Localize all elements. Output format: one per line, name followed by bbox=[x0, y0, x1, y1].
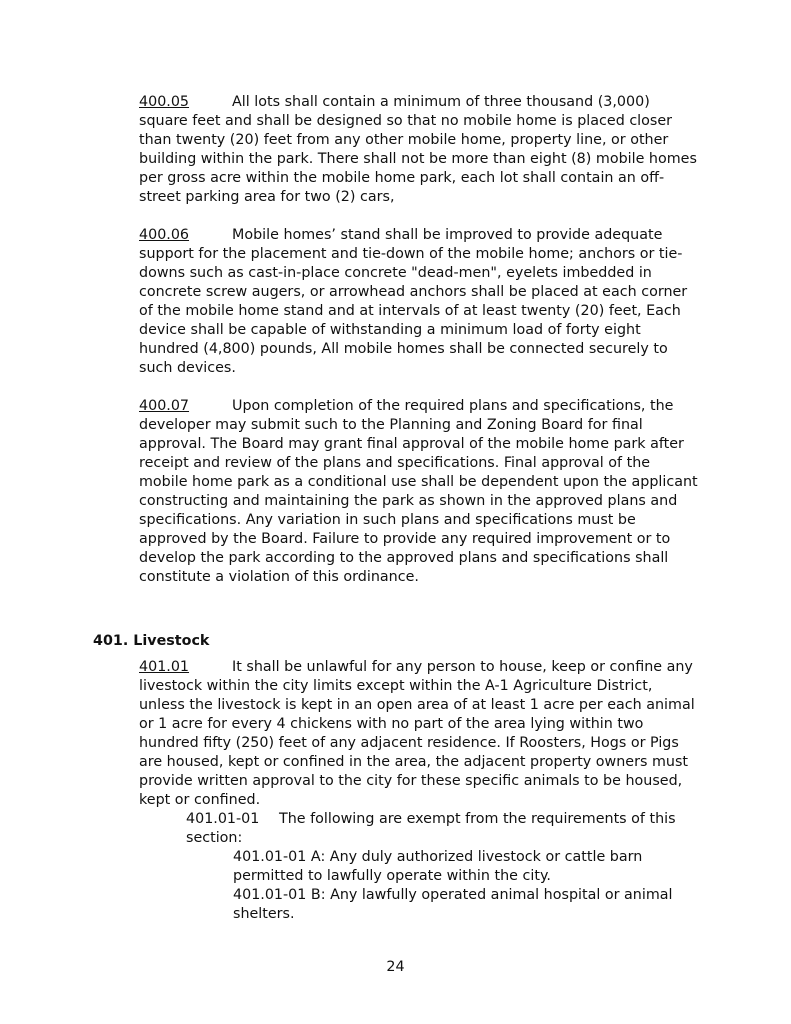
section-401-01 bbox=[139, 658, 699, 810]
section-400-07 bbox=[139, 397, 699, 587]
section-400-06 bbox=[139, 226, 699, 378]
section-number: 401.01 bbox=[139, 659, 190, 675]
section-number: 400.07 bbox=[139, 398, 190, 414]
section-text: All lots shall contain a minimum of three thousand (3,000) square feet and shall be designed so that no mobile home is placed closer than twenty (20) feet from any other mobile home, property line, or other building within the park. There shall not be more than eight (8) mobile homes per gross acre within the mobile home park, each lot shall contain an off-street parking area for two (2) cars, bbox=[139, 94, 697, 205]
subsection-401-01-01 bbox=[186, 810, 696, 848]
section-text: It shall be unlawful for any person to house, keep or confine any livestock within the city limits except within the A-1 Agriculture District, unless the livestock is kept in an open area of at least 1 acre per each animal or 1 acre for every 4 chickens with no part of the area lying within two hundred fifty (250) feet of any adjacent residence. If Roosters, Hogs or Pigs are housed, kept or confined in the area, the adjacent property owners must provide written approval to the city for these specific animals to be housed, kept or confined. bbox=[139, 659, 695, 808]
exemption-b: 401.01-01 B: Any lawfully operated animal hospital or animal shelters. bbox=[233, 887, 673, 922]
page-number: 24 bbox=[386, 959, 405, 975]
section-number: 400.06 bbox=[139, 227, 190, 243]
subsection-number: 401.01-01 bbox=[186, 811, 260, 827]
section-text: Upon completion of the required plans and specifications, the developer may submit such to the Planning and Zoning Board for final approval. The Board may grant final approval of the mobile home park after receipt and review of the plans and specifications. Final approval of the mobile home park as a conditional use shall be dependent upon the applicant constructing and maintaining the park as shown in the approved plans and specifications. Any variation in such plans and specifications must be approved by the Board. Failure to provide any required improvement or to develop the park according to the approved plans and specifications shall constitute a violation of this ordinance. bbox=[139, 398, 698, 585]
section-number: 400.05 bbox=[139, 94, 190, 110]
section-400-05 bbox=[139, 93, 699, 207]
heading-livestock: 401. Livestock bbox=[93, 633, 210, 649]
subsection-text: The following are exempt from the requirements of this section: bbox=[186, 811, 676, 846]
exemption-a: 401.01-01 A: Any duly authorized livestock or cattle barn permitted to lawfully operate within the city. bbox=[233, 849, 643, 884]
section-text: Mobile homes’ stand shall be improved to provide adequate support for the placement and tie-down of the mobile home; anchors or tie-downs such as cast-in-place concrete "dead-men", eyelets imbedded in concrete screw augers, or arrowhead anchors shall be placed at each corner of the mobile home stand and at intervals of at least twenty (20) feet, Each device shall be capable of withstanding a minimum load of forty eight hundred (4,800) pounds, All mobile homes shall be connected securely to such devices. bbox=[139, 227, 688, 376]
